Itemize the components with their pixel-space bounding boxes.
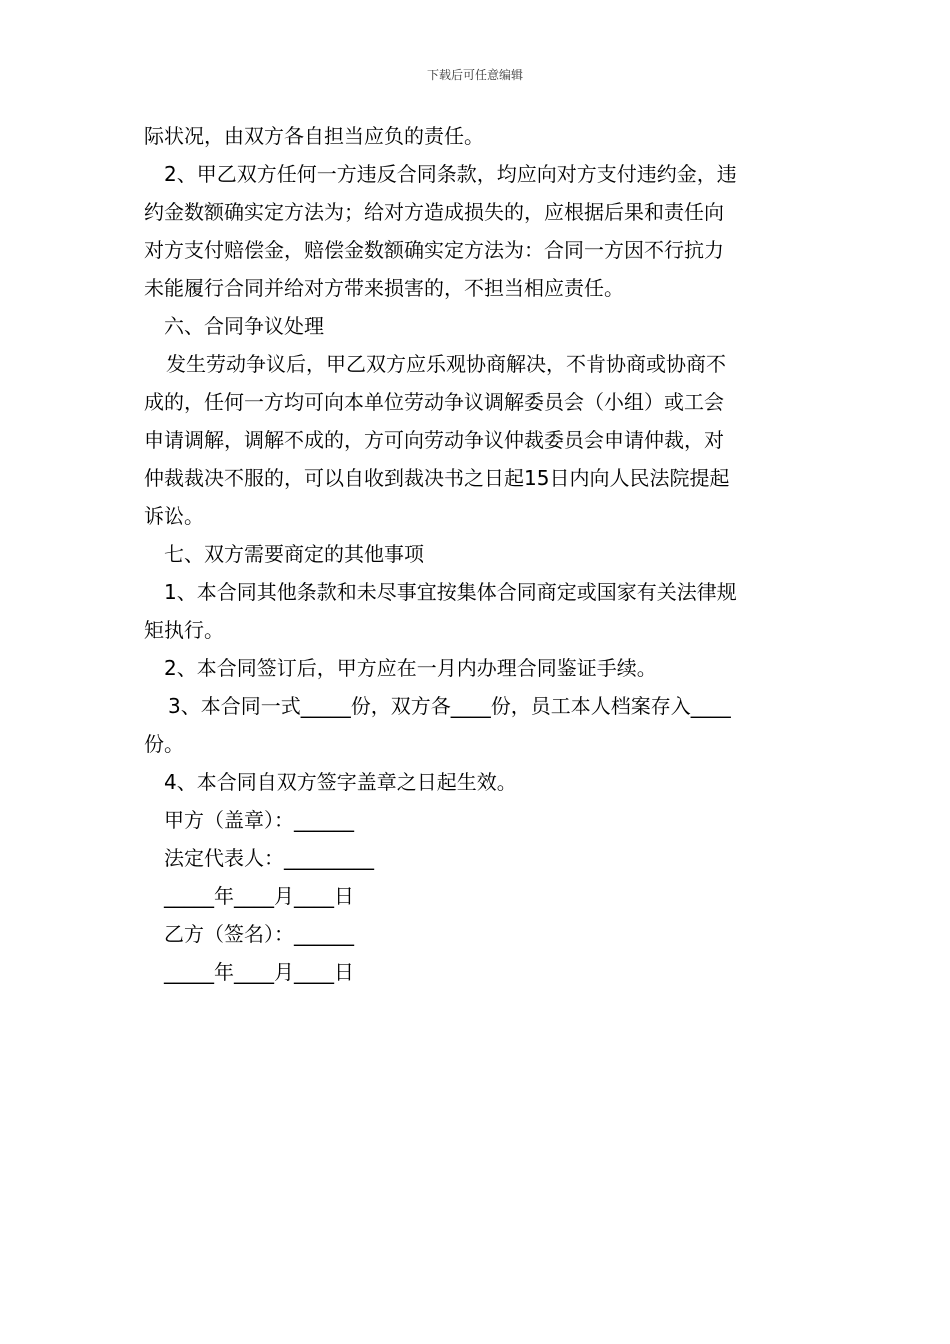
paragraph-line: 际状况，由双方各自担当应负的责任。 [144,124,484,148]
party-a-seal-line: 甲方（盖章）：______ [164,808,354,832]
clause-4-line: 4、本合同自双方签字盖章之日起生效。 [164,770,517,794]
party-b-signature-line: 乙方（签名）：______ [164,922,354,946]
clause-3-line: 3、本合同一式_____份，双方各____份，员工本人档案存入____ [168,694,731,718]
section-heading-6: 六、合同争议处理 [164,314,324,338]
paragraph-line: 发生劳动争议后，甲乙双方应乐观协商解决，不肯协商或协商不 [166,352,726,376]
clause-1-line: 1、本合同其他条款和未尽事宜按集体合同商定或国家有关法律规 [164,580,737,604]
paragraph-line: 仲裁裁决不服的，可以自收到裁决书之日起15日内向人民法院提起 [144,466,730,490]
party-a-date-line: _____年____月____日 [164,884,354,908]
paragraph-line: 未能履行合同并给对方带来损害的，不担当相应责任。 [144,276,624,300]
contract-body [144,117,814,991]
party-b-date-line: _____年____月____日 [164,960,354,984]
paragraph-line: 份。 [144,732,184,756]
paragraph-line: 对方支付赔偿金，赔偿金数额确实定方法为：合同一方因不行抗力 [144,238,724,262]
paragraph-line: 约金数额确实定方法为；给对方造成损失的，应根据后果和责任向 [144,200,724,224]
legal-representative-line: 法定代表人：_________ [164,846,374,870]
clause-2-line: 2、甲乙双方任何一方违反合同条款，均应向对方支付违约金，违 [164,162,737,186]
paragraph-line: 矩执行。 [144,618,224,642]
section-heading-7: 七、双方需要商定的其他事项 [164,542,424,566]
paragraph-line: 成的，任何一方均可向本单位劳动争议调解委员会（小组）或工会 [144,390,724,414]
clause-2-line: 2、本合同签订后，甲方应在一月内办理合同鉴证手续。 [164,656,657,680]
paragraph-line: 申请调解，调解不成的，方可向劳动争议仲裁委员会申请仲裁，对 [144,428,724,452]
paragraph-line: 诉讼。 [144,504,204,528]
page-header-note: 下载后可任意编辑 [426,68,523,82]
